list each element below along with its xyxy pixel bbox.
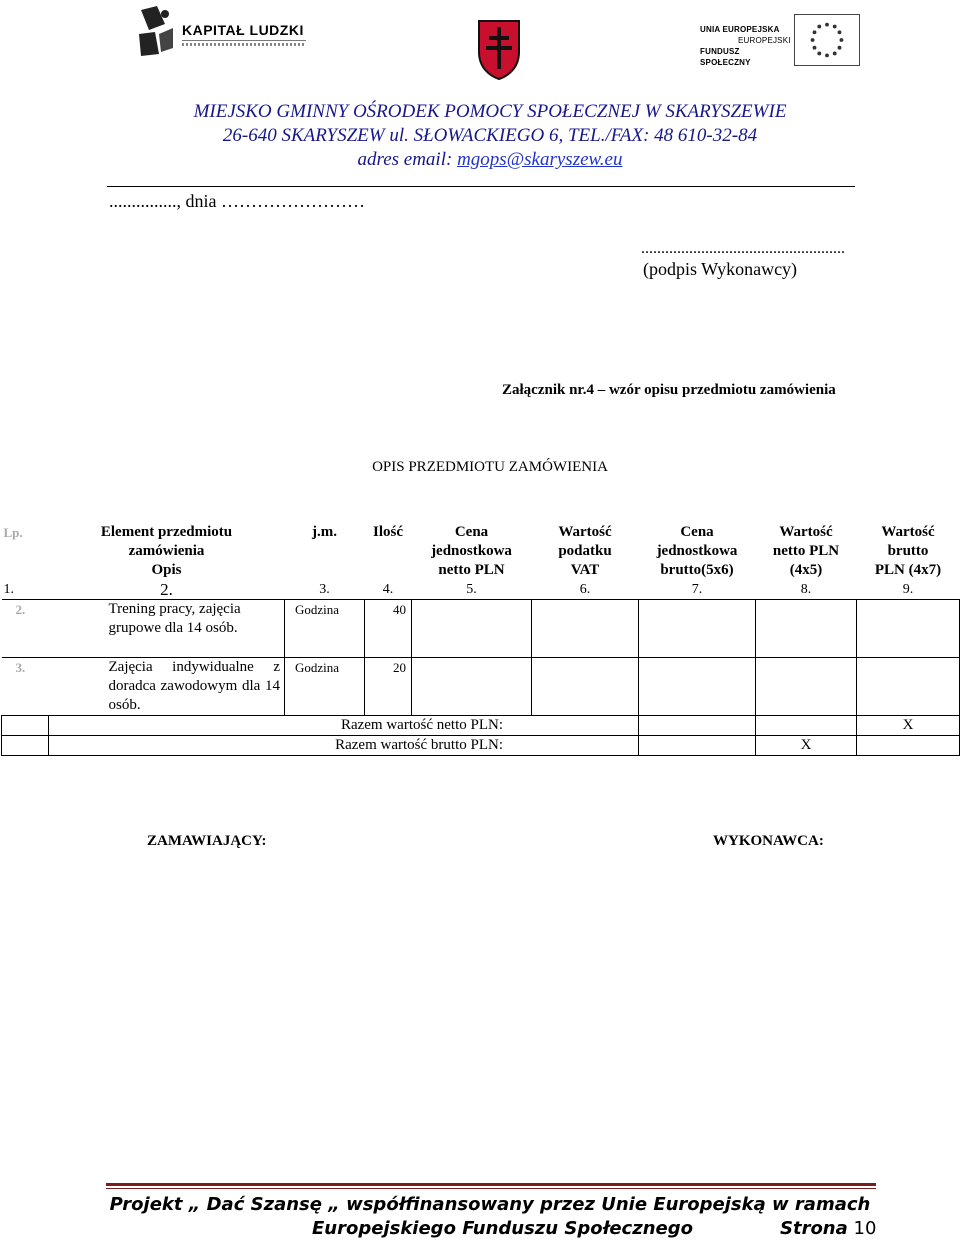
footer-page-indicator [780, 1218, 876, 1239]
total-netto-row [2, 716, 960, 736]
institution-name: MIEJSKO GMINNY OŚRODEK POMOCY SPOŁECZNEJ W SKARYSZEWIE [193, 101, 787, 122]
header-wartosc-brutto [857, 523, 960, 580]
contractor-signature-label: WYKONAWCA: [713, 833, 824, 849]
header-vat [532, 523, 639, 580]
signature-dots: ................................................... [641, 240, 845, 257]
kapital-ludzki-title: KAPITAŁ LUDZKI [182, 22, 304, 38]
email-label: adres email: [357, 149, 458, 170]
header-text: PLN (4x7) [874, 562, 942, 578]
header-cena-netto [412, 523, 532, 580]
header-text: brutto(5x6) [660, 562, 734, 578]
row-lp: 2. [2, 600, 49, 658]
table-row [2, 658, 960, 716]
total-netto-label: Razem wartość netto PLN: [49, 716, 639, 736]
cell-empty [756, 658, 857, 716]
header-text: netto PLN [772, 543, 840, 559]
eu-logo-line: FUNDUSZ SPOŁECZNY [700, 47, 751, 67]
page-number: 10 [853, 1218, 877, 1239]
table-header-row [2, 523, 960, 580]
page-label: Strona [780, 1218, 848, 1239]
cell-empty [639, 716, 756, 736]
header-text: Cena [454, 524, 489, 540]
cell-empty [532, 658, 639, 716]
row-lp: 3. [2, 658, 49, 716]
row-description-line: Zajęcia indywidualne z [108, 659, 280, 675]
annex-title: Załącznik nr.4 – wzór opisu przedmiotu zamówienia [502, 382, 836, 398]
column-number-row [2, 580, 960, 600]
header-ilosc: Ilość [373, 524, 403, 540]
header-text: Wartość [558, 524, 612, 540]
cell-empty [412, 658, 532, 716]
header-wartosc-netto [756, 523, 857, 580]
row-quantity: 40 [365, 600, 412, 658]
header-element [49, 523, 285, 580]
signature-label: (podpis Wykonawcy) [643, 259, 798, 279]
footer-fund-line: Europejskiego Funduszu Społecznego [312, 1218, 693, 1239]
header-text: zamówienia [128, 543, 205, 559]
header-text: Wartość [881, 524, 935, 540]
order-specification-table [1, 523, 960, 756]
footer-rule [106, 1183, 876, 1186]
column-number: 1. [3, 582, 14, 597]
header-text: podatku [558, 543, 612, 559]
cell-empty [857, 600, 960, 658]
row-description [49, 658, 285, 716]
column-number: 2. [160, 580, 173, 599]
institution-email-line [0, 149, 960, 171]
cell-empty [756, 600, 857, 658]
footer-project-line: Projekt „ Dać Szansę „ współfinansowany przez Unie Europejską w ramach [109, 1194, 871, 1215]
header-jm: j.m. [312, 524, 337, 540]
header-divider [107, 186, 855, 187]
header-lp: Lp. [3, 525, 23, 540]
institution-address: 26-640 SKARYSZEW ul. SŁOWACKIEGO 6, TEL./FAX: 48 610-32-84 [222, 125, 758, 146]
column-number: 9. [902, 582, 914, 597]
eu-logo [700, 10, 862, 68]
column-number: 5. [466, 582, 477, 597]
row-description-line: doradca zawodowym dla 14 [108, 678, 280, 694]
header-text: VAT [570, 562, 600, 578]
kapital-ludzki-logo [130, 4, 310, 64]
kapital-ludzki-emblem-icon [135, 4, 175, 58]
header-cena-brutto [639, 523, 756, 580]
cell-empty [532, 600, 639, 658]
header-text: Wartość [779, 524, 833, 540]
section-title: OPIS PRZEDMIOTU ZAMÓWIENIA [372, 459, 608, 475]
header-text: Cena [680, 524, 714, 540]
total-brutto-x: X [756, 736, 857, 756]
eu-logo-line: EUROPEJSKI [738, 36, 791, 45]
date-line: ..............., dnia …………………… [109, 191, 365, 211]
eu-flag-icon [794, 14, 860, 66]
header-text: (4x5) [789, 562, 823, 578]
header-text: brutto [887, 543, 929, 559]
column-number: 8. [800, 582, 812, 597]
cell-empty [756, 716, 857, 736]
email-link[interactable]: mgops@skaryszew.eu [457, 149, 623, 170]
row-unit: Godzina [285, 658, 365, 716]
header-text: Opis [151, 562, 182, 578]
header-text: jednostkowa [656, 543, 738, 559]
total-brutto-label: Razem wartość brutto PLN: [49, 736, 639, 756]
row-description-line: osób. [108, 697, 141, 713]
total-brutto-row [2, 736, 960, 756]
cell-empty [639, 736, 756, 756]
row-quantity: 20 [365, 658, 412, 716]
header-text: jednostkowa [431, 543, 512, 559]
header-text: netto PLN [438, 562, 505, 578]
cell-empty [639, 600, 756, 658]
coat-of-arms-icon [476, 18, 522, 80]
cell-empty [2, 736, 49, 756]
logo-rule [182, 40, 306, 41]
column-number: 7. [691, 582, 703, 597]
cell-empty [412, 600, 532, 658]
total-netto-x: X [857, 716, 960, 736]
eu-logo-line: UNIA EUROPEJSKA [700, 25, 780, 34]
logo-subline [182, 43, 306, 46]
cell-empty [639, 658, 756, 716]
cell-empty [857, 658, 960, 716]
orderer-signature-label: ZAMAWIAJĄCY: [147, 833, 267, 849]
eu-logo-text [700, 24, 790, 68]
row-description: Trening pracy, zajęcia grupowe dla 14 osób. [49, 600, 285, 658]
table-row [2, 600, 960, 658]
cell-empty [857, 736, 960, 756]
header-text: Element przedmiotu [100, 524, 233, 540]
footer-rule-thin [106, 1188, 876, 1189]
row-unit: Godzina [285, 600, 365, 658]
column-number: 3. [319, 582, 330, 597]
column-number: 6. [579, 582, 591, 597]
column-number: 4. [382, 582, 394, 597]
cell-empty [2, 716, 49, 736]
